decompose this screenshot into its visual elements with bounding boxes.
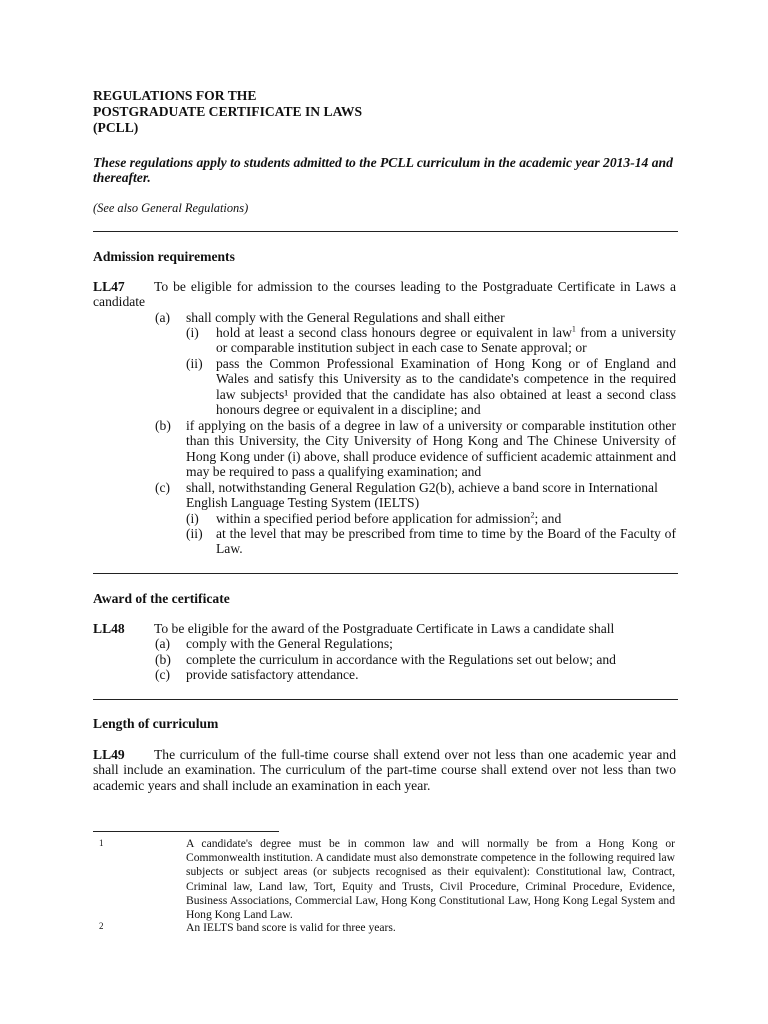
ll47-item-a-i — [216, 325, 676, 356]
admission-heading: Admission requirements — [93, 249, 235, 264]
ll48-paragraph — [93, 621, 676, 636]
footnote-number: 1 — [99, 838, 104, 848]
ll47-item-a-i-text: hold at least a second class honours degree or equivalent in law — [216, 325, 572, 340]
footnote-2-text: An IELTS band score is valid for three years. — [186, 921, 396, 934]
footnote-number: 2 — [99, 921, 104, 931]
subitem-marker: (ii) — [186, 526, 203, 541]
footnote-1-text: A candidate's degree must be in common law and will normally be from a Hong Kong or Commonwealth institution. A candidate must also demonstrate competence in the following required law subjects or subject areas (or subjects recognised as their equivalent): Constitutional law, Contract, Criminal law, Land law, Tort, Equity and Trusts, Civil Procedure, Criminal Procedure, Evidence, Business Associations, Commercial Law, Hong Kong Constitutional Law, Hong Kong Legal System and Hong Kong Land Law. — [186, 837, 675, 922]
ll47-item-b: if applying on the basis of a degree in law of a university or comparable institution other than this University, the City University of Hong Kong and The Chinese University of Hong Kong under (i) above, shall produce evidence of sufficient academic attainment and may be required to pass a qualifying examination; and — [186, 418, 676, 480]
section-divider — [93, 231, 678, 232]
title-line-1: REGULATIONS FOR THE — [93, 88, 257, 103]
ll49-paragraph — [93, 747, 676, 793]
ll48-lead-text: To be eligible for the award of the Postgraduate Certificate in Laws a candidate shall — [154, 621, 615, 636]
length-heading: Length of curriculum — [93, 716, 219, 731]
ll47-item-a-i-text-cont: from a university or comparable institution subject in each case to Senate approval; or — [216, 325, 676, 356]
ll48-item-c: provide satisfactory attendance. — [186, 667, 359, 682]
item-marker: (b) — [155, 652, 171, 667]
ll47-paragraph — [93, 279, 676, 310]
footnote-ref: 1 — [571, 324, 576, 334]
ll48-item-b: complete the curriculum in accordance with the Regulations set out below; and — [186, 652, 616, 667]
ll47-item-c: shall, notwithstanding General Regulation G2(b), achieve a band score in International English Language Testing System (IELTS) — [186, 480, 658, 511]
title-line-2: POSTGRADUATE CERTIFICATE IN LAWS — [93, 104, 363, 120]
regulation-code: LL47 — [93, 279, 125, 294]
ll47-item-c-i-text: within a specified period before application for admission — [216, 511, 531, 526]
regulation-code: LL49 — [93, 747, 125, 762]
intro-statement: These regulations apply to students admitted to the PCLL curriculum in the academic year 2013-14 and thereafter. — [93, 155, 673, 186]
item-marker: (c) — [155, 480, 171, 495]
award-heading: Award of the certificate — [93, 591, 230, 606]
ll47-item-c-i-text-cont: ; and — [534, 511, 562, 526]
item-marker: (c) — [155, 667, 171, 682]
section-divider — [93, 573, 678, 574]
ll47-item-c-i — [216, 511, 676, 526]
subitem-marker: (i) — [186, 511, 199, 526]
ll49-text: The curriculum of the full-time course shall extend over not less than one academic year and shall include an examination. The curriculum of the part-time course shall extend over not less than two academic years and shall include an examination in each year. — [93, 747, 676, 793]
item-marker: (a) — [155, 310, 171, 325]
footnote-ref: 2 — [530, 510, 535, 520]
ll48-item-a: comply with the General Regulations; — [186, 636, 393, 651]
ll47-item-c-ii: at the level that may be prescribed from time to time by the Board of the Faculty of Law. — [216, 526, 676, 557]
section-divider — [93, 699, 678, 700]
subitem-marker: (ii) — [186, 356, 203, 371]
ll47-lead-text: To be eligible for admission to the courses leading to the Postgraduate Certificate in Laws a candidate — [93, 279, 676, 310]
item-marker: (a) — [155, 636, 171, 651]
ll47-item-a: shall comply with the General Regulations and shall either — [186, 310, 505, 325]
title-line-3: (PCLL) — [93, 120, 139, 136]
ll47-item-a-ii: pass the Common Professional Examination of Hong Kong or of England and Wales and satisfy this University as to the candidate's competence in the required law subjects¹ provided that the candidate has also obtained at least a second class honours degree or equivalent in a discipline; and — [216, 356, 676, 418]
document-title — [93, 88, 676, 137]
item-marker: (b) — [155, 418, 171, 433]
see-also-note: (See also General Regulations) — [93, 201, 249, 215]
footnote-separator — [93, 831, 279, 832]
regulation-code: LL48 — [93, 621, 125, 636]
subitem-marker: (i) — [186, 325, 199, 340]
